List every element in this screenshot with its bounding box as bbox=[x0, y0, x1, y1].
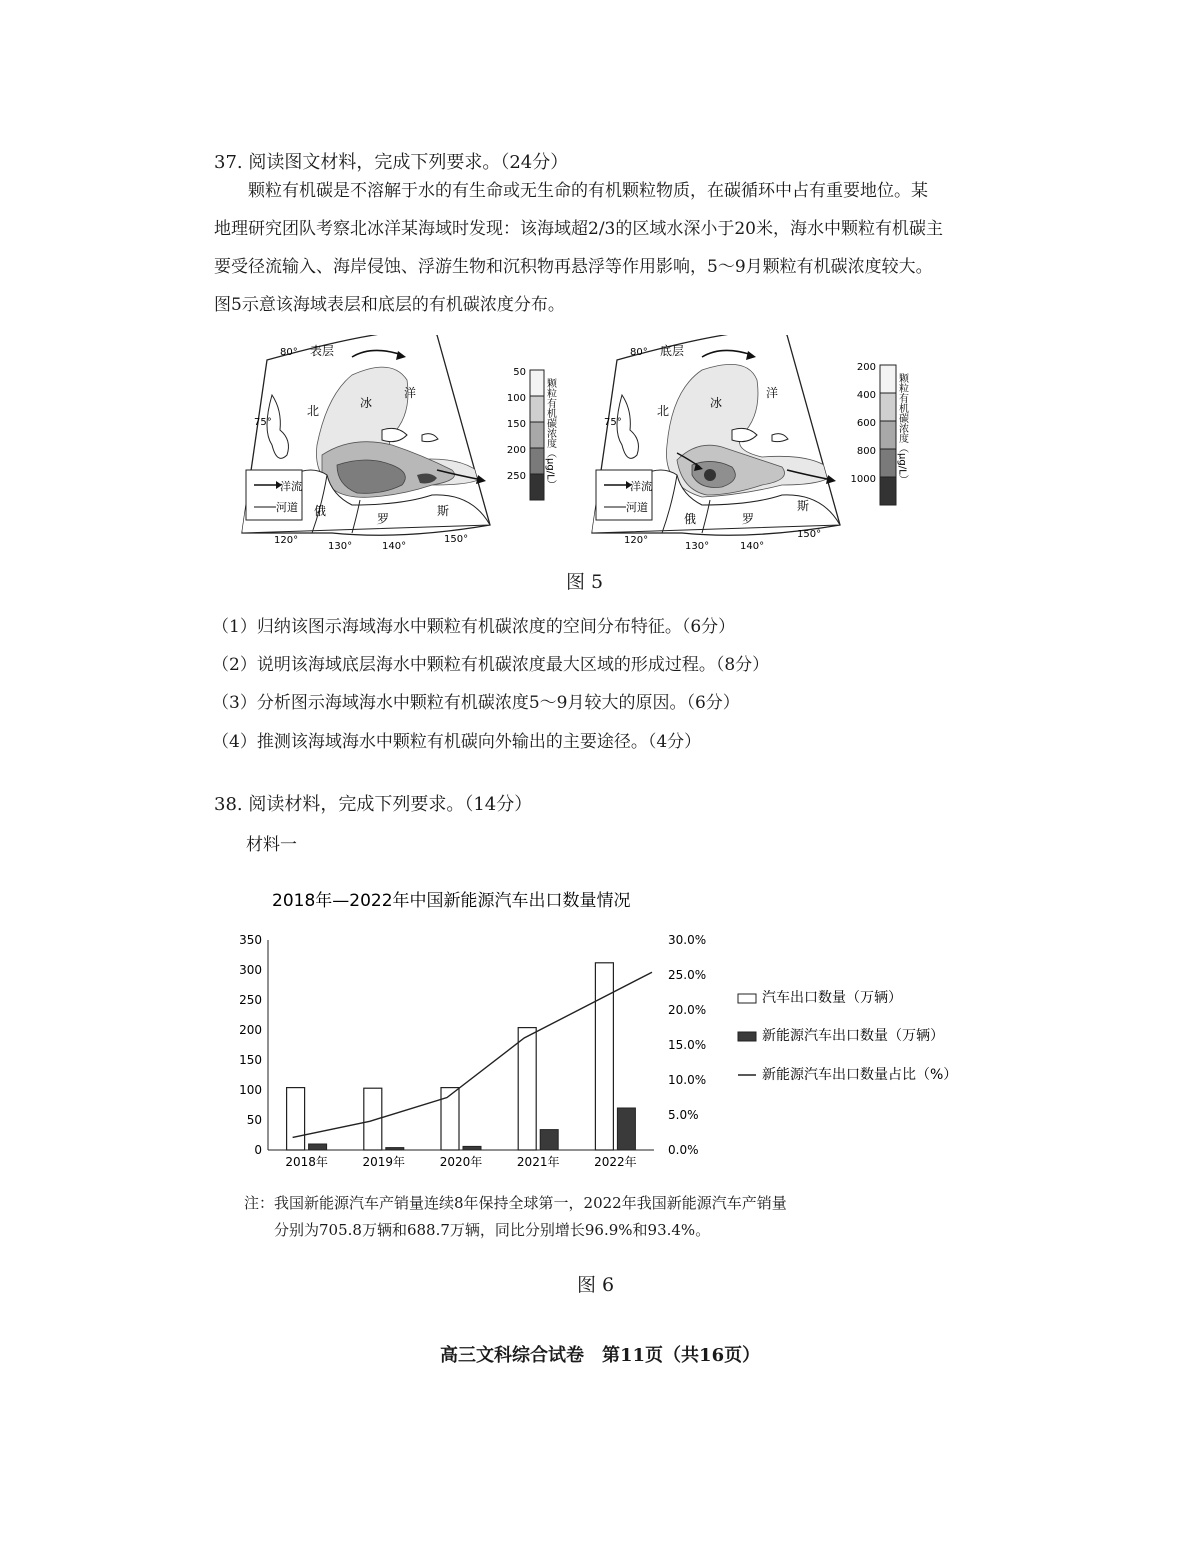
label-bei: 北 bbox=[307, 404, 320, 418]
lon-150-2: 150° bbox=[797, 529, 822, 540]
q38-material-label: 材料一 bbox=[246, 835, 297, 855]
legend-swatch-nev bbox=[738, 1032, 756, 1041]
lat-75: 75° bbox=[254, 417, 272, 428]
x-tick-label: 2018年 bbox=[285, 1155, 328, 1169]
label-e-2: 俄 bbox=[684, 512, 697, 526]
lon-140: 140° bbox=[382, 541, 407, 550]
y-right-tick-label: 30.0% bbox=[668, 933, 707, 947]
x-tick-label: 2019年 bbox=[362, 1155, 406, 1169]
y-right-tick-label: 10.0% bbox=[668, 1073, 707, 1087]
scale1-title: 颗粒有机碳浓度（μg/L） bbox=[544, 378, 556, 490]
y-left-tick-label: 300 bbox=[239, 963, 262, 977]
lon-120-2: 120° bbox=[624, 535, 649, 546]
bar-nev-export bbox=[309, 1144, 327, 1150]
scale2-tick-3: 800 bbox=[856, 446, 876, 457]
label-yang: 洋 bbox=[404, 386, 417, 400]
bar-car-export bbox=[441, 1088, 459, 1150]
label-yang-2: 洋 bbox=[766, 386, 779, 400]
page-footer: 高三文科综合试卷 第11页（共16页） bbox=[440, 1345, 761, 1366]
note-line-2: 分别为705.8万辆和688.7万辆，同比分别增长96.9%和93.4%。 bbox=[274, 1221, 711, 1239]
q37-title: 37. 阅读图文材料，完成下列要求。（24分） bbox=[214, 152, 569, 173]
q37-question-4: （4）推测该海域海水中颗粒有机碳向外输出的主要途径。（4分） bbox=[212, 732, 702, 752]
scale2-title: 颗粒有机碳浓度（μg/L） bbox=[896, 373, 908, 485]
label-si-2: 斯 bbox=[797, 499, 810, 513]
scale1-tick-3: 200 bbox=[506, 445, 526, 456]
y-left-tick-label: 250 bbox=[239, 993, 262, 1007]
legend-river-text: 河道 bbox=[276, 501, 298, 514]
label-luo: 罗 bbox=[377, 512, 390, 526]
y-right-tick-label: 20.0% bbox=[668, 1003, 707, 1017]
lon-150: 150° bbox=[444, 534, 469, 545]
map-label-surface: 表层 bbox=[310, 344, 335, 358]
y-left-tick-label: 150 bbox=[239, 1053, 262, 1067]
scale1-tick-4: 250 bbox=[506, 471, 526, 482]
y-right-tick-label: 0.0% bbox=[668, 1143, 699, 1157]
q37-question-2: （2）说明该海域底层海水中颗粒有机碳浓度最大区域的形成过程。（8分） bbox=[212, 655, 770, 675]
map-label-bottom: 底层 bbox=[660, 344, 685, 358]
bar-nev-export bbox=[540, 1130, 558, 1150]
note-line-1: 注：我国新能源汽车产销量连续8年保持全球第一，2022年我国新能源汽车产销量 bbox=[244, 1194, 787, 1212]
chart-title: 2018年—2022年中国新能源汽车出口数量情况 bbox=[272, 891, 631, 911]
q37-question-3: （3）分析图示海域海水中颗粒有机碳浓度5～9月较大的原因。（6分） bbox=[212, 693, 740, 713]
lat-80-2: 80° bbox=[630, 347, 648, 358]
lon-140-2: 140° bbox=[740, 541, 765, 550]
surface-map bbox=[232, 335, 574, 550]
scale2-tick-0: 200 bbox=[856, 362, 876, 373]
y-left-tick-label: 50 bbox=[246, 1113, 262, 1127]
label-si: 斯 bbox=[437, 504, 450, 518]
bar-car-export bbox=[518, 1028, 536, 1150]
scale1-tick-0: 50 bbox=[513, 367, 526, 378]
x-tick-label: 2022年 bbox=[594, 1155, 637, 1169]
fig5-caption: 图 5 bbox=[566, 571, 604, 593]
lat-75-2: 75° bbox=[604, 417, 622, 428]
scale1-tick-1: 100 bbox=[506, 393, 526, 404]
export-chart bbox=[226, 880, 996, 1180]
bar-nev-export bbox=[617, 1108, 635, 1150]
scale2-tick-2: 600 bbox=[856, 418, 876, 429]
label-bing: 冰 bbox=[360, 396, 373, 410]
q37-paragraph: 颗粒有机碳是不溶解于水的有生命或无生命的有机颗粒物质，在碳循环中占有重要地位。某地理研究团队考察北冰洋某海域时发现：该海域超2/3的区域水深小于20米，海水中颗粒有机碳主要受径流输入、海岸侵蚀、浮游生物和沉积物再悬浮等作用影响，5～9月颗粒有机碳浓度较大。图5示意该海域表层和底层的有机碳浓度分布。 bbox=[214, 181, 943, 315]
y-right-tick-label: 25.0% bbox=[668, 968, 707, 982]
legend-swatch-car bbox=[738, 994, 756, 1003]
y-left-tick-label: 0 bbox=[254, 1143, 262, 1157]
label-bei-2: 北 bbox=[657, 404, 670, 418]
legend-label: 汽车出口数量（万辆） bbox=[762, 990, 902, 1006]
lon-130: 130° bbox=[328, 541, 353, 550]
x-tick-label: 2020年 bbox=[439, 1155, 483, 1169]
scale2-tick-4: 1000 bbox=[850, 474, 876, 485]
y-right-tick-label: 15.0% bbox=[668, 1038, 707, 1052]
legend-label: 新能源汽车出口数量（万辆） bbox=[762, 1028, 944, 1044]
scale2-tick-1: 400 bbox=[856, 390, 876, 401]
legend-river-text-2: 河道 bbox=[626, 501, 648, 514]
y-left-tick-label: 350 bbox=[239, 933, 262, 947]
y-left-tick-label: 100 bbox=[239, 1083, 262, 1097]
bar-nev-export bbox=[386, 1148, 404, 1150]
bar-car-export bbox=[595, 963, 613, 1150]
scale1-tick-2: 150 bbox=[506, 419, 526, 430]
bar-nev-export bbox=[463, 1146, 481, 1150]
lon-120: 120° bbox=[274, 535, 299, 546]
label-e: 俄 bbox=[314, 504, 327, 518]
legend-current-text-2: 洋流 bbox=[630, 480, 652, 493]
legend-current-text: 洋流 bbox=[280, 480, 302, 493]
legend-label: 新能源汽车出口数量占比（%） bbox=[762, 1067, 958, 1083]
bar-car-export bbox=[287, 1088, 305, 1150]
x-tick-label: 2021年 bbox=[516, 1155, 560, 1169]
y-right-tick-label: 5.0% bbox=[668, 1108, 699, 1122]
y-left-tick-label: 200 bbox=[239, 1023, 262, 1037]
bottom-map bbox=[582, 335, 922, 550]
q38-title: 38. 阅读材料，完成下列要求。（14分） bbox=[214, 794, 533, 815]
q37-question-1: （1）归纳该图示海域海水中颗粒有机碳浓度的空间分布特征。（6分） bbox=[212, 617, 736, 637]
label-bing-2: 冰 bbox=[710, 396, 723, 410]
label-luo-2: 罗 bbox=[742, 512, 755, 526]
lat-80: 80° bbox=[280, 347, 298, 358]
lon-130-2: 130° bbox=[685, 541, 710, 550]
fig6-caption: 图 6 bbox=[577, 1274, 615, 1296]
